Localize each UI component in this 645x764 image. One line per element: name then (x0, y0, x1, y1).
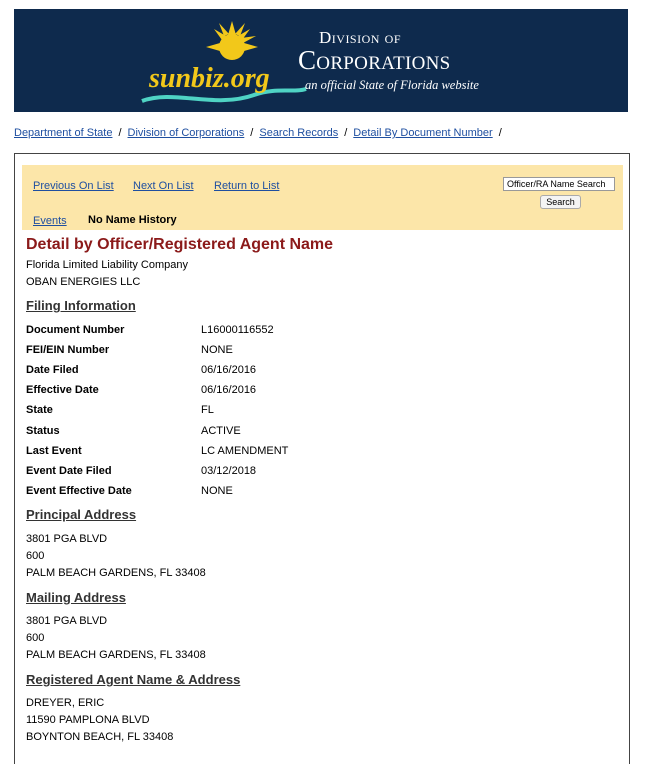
breadcrumb-separator: / (118, 127, 122, 139)
status-value: ACTIVE (201, 425, 241, 437)
breadcrumb-separator: / (250, 127, 254, 139)
filing-information-heading: Filing Information (26, 298, 136, 313)
search-button[interactable]: Search (540, 195, 581, 209)
mailing-address-line: 600 (26, 632, 45, 644)
mailing-address-line: 3801 PGA BLVD (26, 615, 108, 627)
event-date-filed-value: 03/12/2018 (201, 465, 257, 477)
principal-address-line: PALM BEACH GARDENS, FL 33408 (26, 567, 206, 579)
breadcrumb-search-records[interactable]: Search Records (259, 127, 339, 139)
date-filed-value: 06/16/2016 (201, 364, 257, 376)
registered-agent-line: 11590 PAMPLONA BLVD (26, 714, 150, 726)
registered-agent-heading: Registered Agent Name & Address (26, 672, 241, 687)
document-number-label: Document Number (26, 324, 125, 336)
next-on-list-link[interactable]: Next On List (133, 180, 194, 192)
sunbiz-logo (14, 9, 314, 112)
fei-ein-label: FEI/EIN Number (26, 344, 110, 356)
event-effective-date-label: Event Effective Date (26, 485, 132, 497)
registered-agent-line: DREYER, ERIC (26, 697, 105, 709)
breadcrumb-division-of-corporations[interactable]: Division of Corporations (127, 127, 245, 139)
event-effective-date-value: NONE (201, 485, 233, 497)
breadcrumb-department-of-state[interactable]: Department of State (14, 127, 113, 139)
breadcrumb-separator: / (344, 127, 348, 139)
event-date-filed-label: Event Date Filed (26, 465, 112, 477)
mailing-address-line: PALM BEACH GARDENS, FL 33408 (26, 649, 206, 661)
last-event-label: Last Event (26, 445, 82, 457)
state-value: FL (201, 404, 214, 416)
effective-date-label: Effective Date (26, 384, 99, 396)
fei-ein-value: NONE (201, 344, 233, 356)
sun-icon (206, 21, 258, 60)
state-label: State (26, 404, 53, 416)
principal-address-line: 3801 PGA BLVD (26, 533, 108, 545)
events-link[interactable]: Events (33, 215, 67, 227)
previous-on-list-link[interactable]: Previous On List (33, 180, 114, 192)
banner-division: Division of (319, 28, 402, 47)
registered-agent-line: BOYNTON BEACH, FL 33408 (26, 731, 174, 743)
entity-type: Florida Limited Liability Company (26, 259, 189, 271)
return-to-list-link[interactable]: Return to List (214, 180, 280, 192)
breadcrumb (14, 127, 508, 139)
last-event-value: LC AMENDMENT (201, 445, 289, 457)
date-filed-label: Date Filed (26, 364, 79, 376)
effective-date-value: 06/16/2016 (201, 384, 257, 396)
officer-ra-name-search-input[interactable] (503, 177, 615, 191)
entity-name: OBAN ENERGIES LLC (26, 276, 141, 288)
document-number-value: L16000116552 (201, 324, 274, 336)
no-name-history-label: No Name History (88, 214, 177, 226)
site-banner[interactable] (14, 9, 628, 112)
breadcrumb-detail-by-document-number[interactable]: Detail By Document Number (353, 127, 493, 139)
page-title: Detail by Officer/Registered Agent Name (26, 236, 334, 253)
breadcrumb-separator: / (498, 127, 502, 139)
mailing-address-heading: Mailing Address (26, 590, 126, 605)
status-label: Status (26, 425, 60, 437)
principal-address-line: 600 (26, 550, 45, 562)
banner-corporations: Corporations (298, 45, 451, 75)
banner-tagline: an official State of Florida website (305, 78, 479, 92)
principal-address-heading: Principal Address (26, 507, 137, 522)
logo-text: sunbiz.org (149, 63, 270, 94)
